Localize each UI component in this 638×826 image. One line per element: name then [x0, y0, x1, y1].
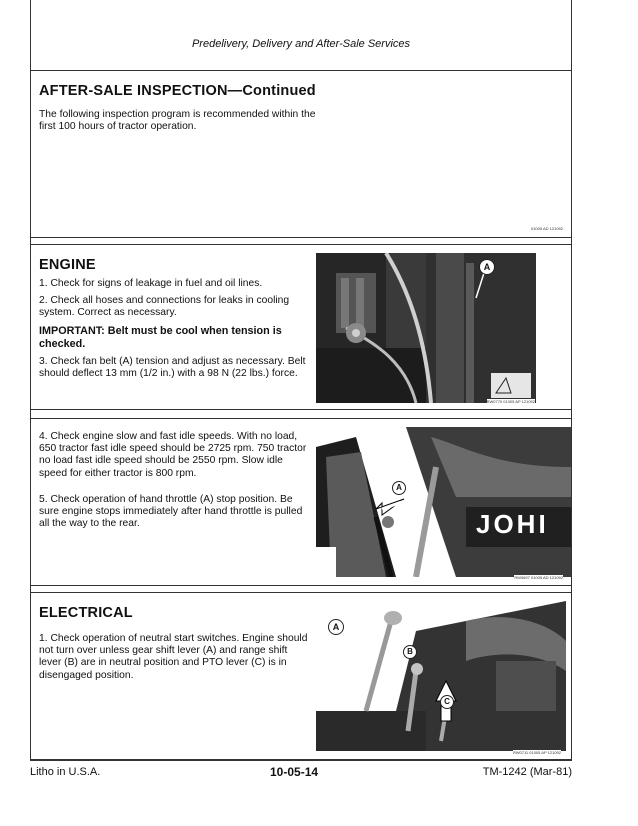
engine-important-note: [39, 325, 311, 351]
engine-step-1: 1. Check for signs of leakage in fuel and oil lines.: [39, 278, 263, 289]
electrical-heading: ELECTRICAL: [39, 605, 133, 621]
electrical-step-1: 1. Check operation of neutral start switches. Engine should not turn over unless gear shift lever (A) and range shift lever (B) are in neutral position and PTO lever (C) is in disengaged position.: [39, 633, 308, 681]
throttle-callout-a: A: [392, 481, 406, 495]
throttle-photo: [316, 427, 571, 577]
engine-step-2: 2. Check all hoses and connections for leaks in cooling system. Correct as necessary.: [39, 295, 290, 319]
footer-page-number: 10-05-14: [270, 765, 319, 779]
engine-photo-illustration: [316, 253, 536, 403]
footer-right: TM-1242 (Mar-81): [482, 766, 572, 778]
shift-levers-illustration: [316, 601, 566, 751]
throttle-logo-text: JOHI: [476, 509, 549, 539]
intro-heading: AFTER-SALE INSPECTION—Continued: [39, 83, 316, 99]
page-header: Predelivery, Delivery and After-Sale Services: [191, 38, 411, 50]
engine-section: [30, 244, 572, 410]
important-text: Belt must be cool when tension is checked.: [39, 325, 282, 350]
electrical-section: [30, 592, 572, 760]
engine-heading: ENGINE: [39, 257, 96, 273]
intro-text: The following inspection program is recommended within the first 100 hours of tractor operation.: [39, 109, 316, 133]
intro-figure-code: 01005 AD 121092: [530, 226, 563, 231]
idle-speed-section: [30, 418, 572, 586]
shift-callout-b: B: [403, 645, 417, 659]
speed-figure-code: RW0697 01005 AD 121092: [514, 575, 563, 580]
engine-photo: [316, 253, 536, 403]
engine-figure-code: RW0770 01005 AP 121092: [486, 399, 535, 404]
electrical-figure-code: RW0711 01005 AP 121092: [512, 750, 561, 755]
throttle-photo-illustration: [316, 427, 571, 577]
intro-section: [30, 70, 572, 238]
footer-left: Litho in U.S.A.: [30, 766, 101, 778]
shift-callout-a: A: [328, 619, 344, 635]
speed-step-4: 4. Check engine slow and fast idle speeds. With no load, 650 tractor fast idle speed should be 2725 rpm. 750 tractor no load fast idle speed should be 2550 rpm. Slow idle speed for either tractor is 800 rpm.: [39, 431, 307, 479]
engine-callout-a: A: [479, 259, 495, 275]
engine-step-3: 3. Check fan belt (A) tension and adjust as necessary. Belt should deflect 13 mm (1/2 in.) with a 98 N (22 lbs.) force.: [39, 356, 306, 380]
important-label: IMPORTANT:: [39, 325, 105, 337]
page-bottom-rule: [30, 760, 572, 761]
shift-callout-c: C: [440, 695, 454, 709]
shift-levers-photo: [316, 601, 566, 751]
speed-step-5: 5. Check operation of hand throttle (A) stop position. Be sure engine stops immediately after hand throttle is pulled all the way to the rear.: [39, 494, 303, 530]
